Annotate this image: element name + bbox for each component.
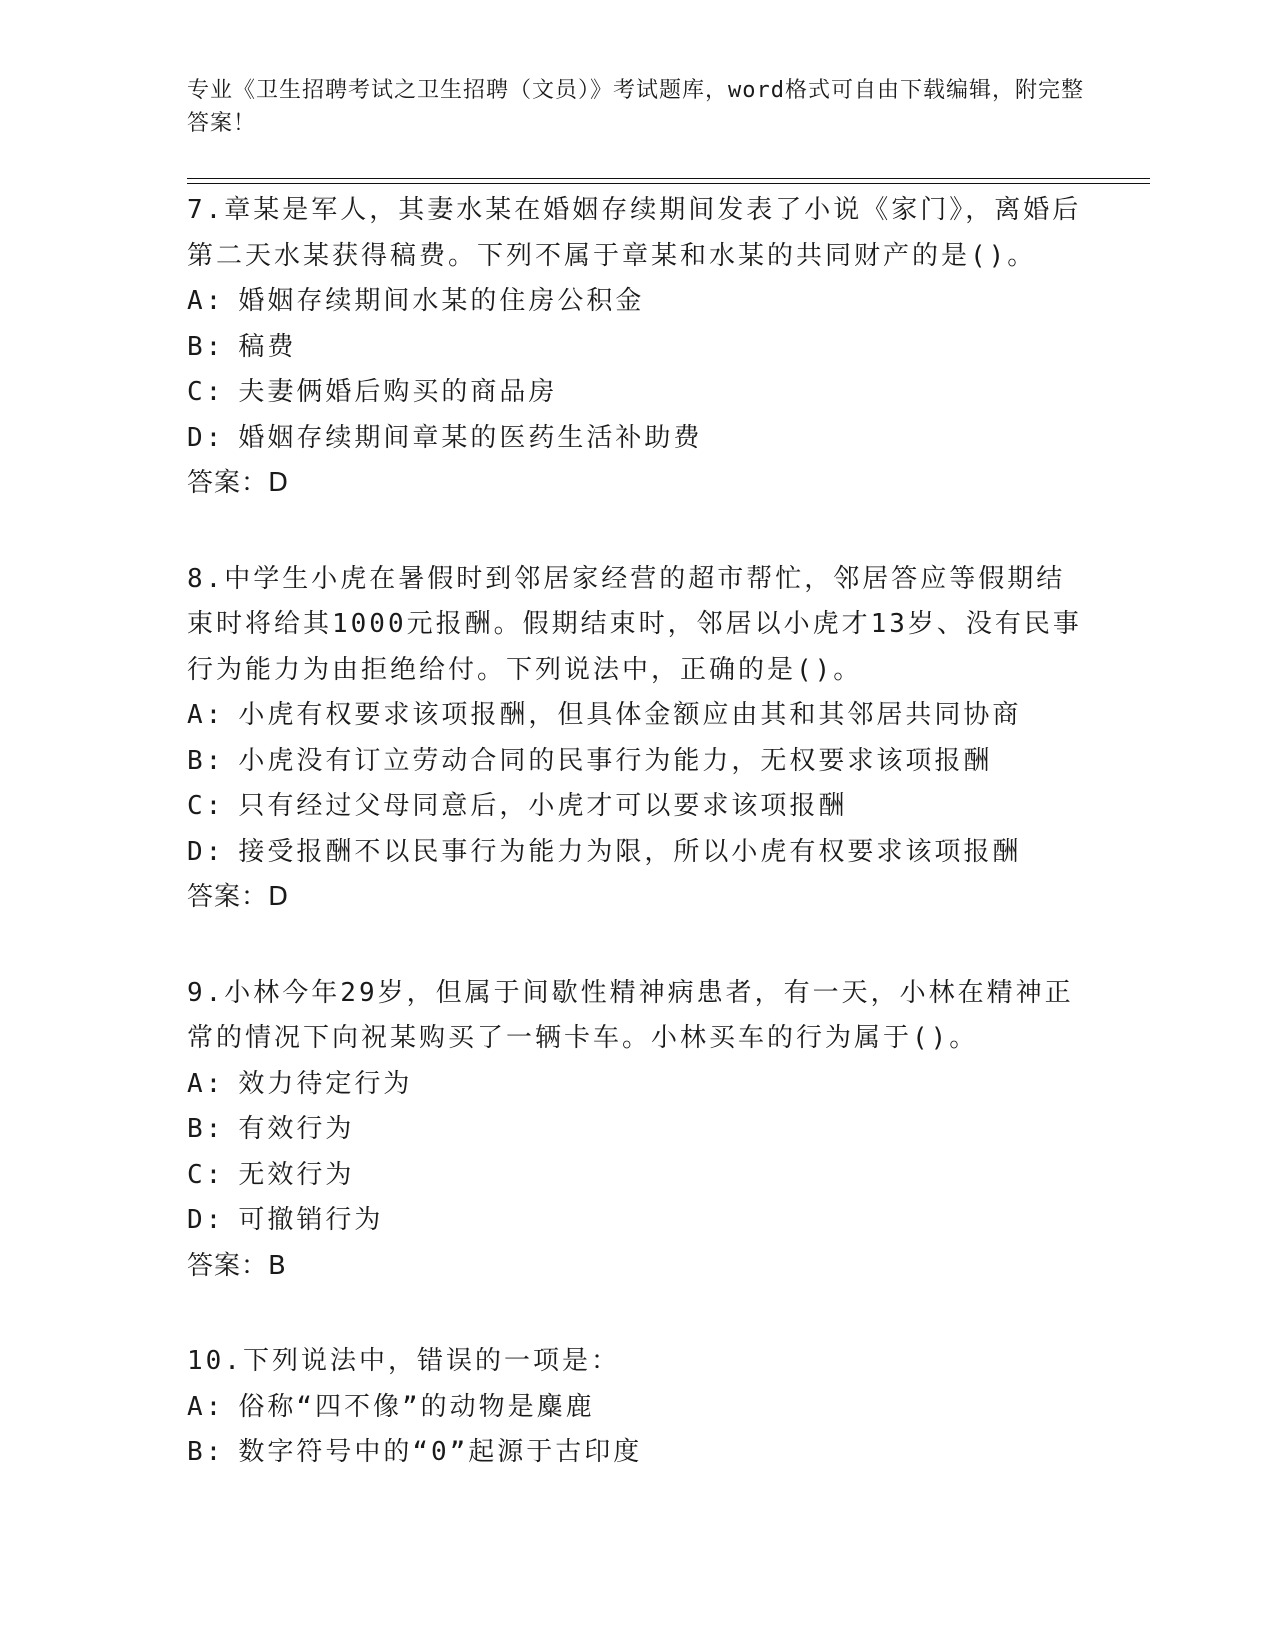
option-key: A: — [187, 700, 225, 730]
option-b — [187, 739, 1087, 785]
option-key: D: — [187, 836, 225, 867]
option-key: B: — [187, 745, 225, 776]
option-b — [187, 1430, 1087, 1476]
option-key: C: — [187, 791, 225, 821]
option-text: 婚姻存续期间章某的医药生活补助费 — [238, 422, 703, 453]
option-d — [187, 1198, 1087, 1244]
option-text: 俗称“四不像”的动物是麋鹿 — [238, 1391, 595, 1422]
option-key: D: — [187, 422, 225, 453]
option-key: D: — [187, 1205, 225, 1235]
option-key: C: — [187, 377, 225, 407]
option-c — [187, 370, 1087, 416]
option-a — [187, 1062, 1087, 1108]
option-d — [187, 416, 1087, 462]
option-text: 小虎有权要求该项报酬，但具体金额应由其和其邻居共同协商 — [238, 700, 1022, 730]
option-text: 可撤销行为 — [238, 1205, 384, 1235]
option-a — [187, 693, 1087, 739]
option-key: A: — [187, 1391, 225, 1422]
option-d — [187, 830, 1087, 876]
question-stem: 10.下列说法中，错误的一项是： — [187, 1346, 620, 1376]
option-c — [187, 1153, 1087, 1199]
option-b — [187, 325, 1087, 371]
option-text: 效力待定行为 — [238, 1068, 413, 1099]
answer-line: 答案：B — [187, 1250, 287, 1281]
option-a — [187, 279, 1087, 325]
option-text: 有效行为 — [238, 1114, 355, 1144]
option-a — [187, 1385, 1087, 1431]
option-c — [187, 784, 1087, 830]
question-stem: 9.小林今年29岁，但属于间歇性精神病患者，有一天，小林在精神正常的情况下向祝某购买了一辆卡车。小林买车的行为属于()。 — [187, 977, 1074, 1053]
option-text: 只有经过父母同意后，小虎才可以要求该项报酬 — [238, 791, 848, 821]
question-9 — [187, 971, 1087, 1290]
question-8 — [187, 557, 1087, 921]
question-list — [187, 188, 1087, 1526]
option-text: 接受报酬不以民事行为能力为限，所以小虎有权要求该项报酬 — [238, 836, 1022, 867]
answer-line: 答案：D — [187, 882, 290, 912]
header-divider-top — [187, 178, 1150, 179]
option-text: 数字符号中的“0”起源于古印度 — [238, 1437, 643, 1467]
option-text: 夫妻俩婚后购买的商品房 — [238, 377, 558, 407]
question-10 — [187, 1339, 1087, 1476]
option-key: B: — [187, 1437, 225, 1467]
question-stem: 7.章某是军人，其妻水某在婚姻存续期间发表了小说《家门》，离婚后第二天水某获得稿费。下列不属于章某和水某的共同财产的是()。 — [187, 195, 1082, 271]
answer-line: 答案：D — [187, 468, 290, 498]
option-key: B: — [187, 331, 225, 362]
option-text: 婚姻存续期间水某的住房公积金 — [238, 286, 645, 316]
question-stem: 8.中学生小虎在暑假时到邻居家经营的超市帮忙，邻居答应等假期结束时将给其1000元报酬。假期结束时，邻居以小虎才13岁、没有民事行为能力为由拒绝给付。下列说法中，正确的是()。 — [187, 563, 1082, 685]
option-key: A: — [187, 1068, 225, 1099]
option-key: A: — [187, 286, 225, 316]
question-7 — [187, 188, 1087, 507]
option-text: 小虎没有订立劳动合同的民事行为能力，无权要求该项报酬 — [238, 745, 993, 776]
header-divider-bottom — [187, 183, 1150, 184]
option-key: C: — [187, 1159, 225, 1190]
option-b — [187, 1107, 1087, 1153]
option-key: B: — [187, 1114, 225, 1144]
option-text: 无效行为 — [238, 1159, 355, 1190]
option-text: 稿费 — [238, 331, 297, 362]
document-header: 专业《卫生招聘考试之卫生招聘（文员）》考试题库，word格式可自由下载编辑，附完整答案！ — [187, 78, 1084, 136]
